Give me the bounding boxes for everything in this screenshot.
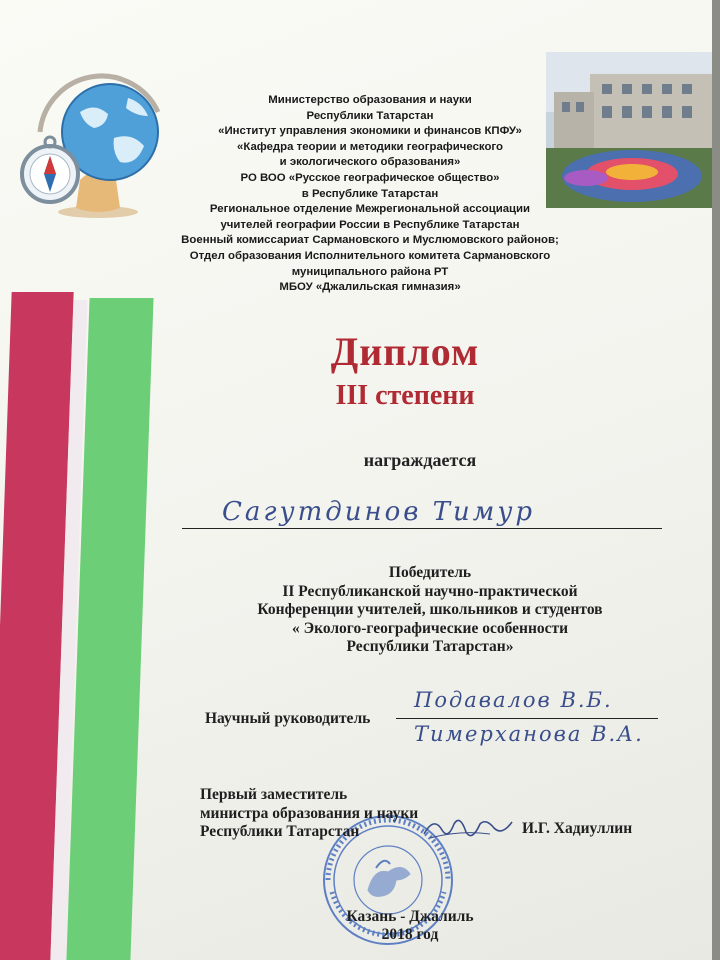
signatory-name: И.Г. Хадиуллин — [522, 820, 633, 837]
awarded-label: награждается — [363, 450, 477, 470]
header-line: Отдел образования Исполнительного комитета Сармановского — [189, 249, 551, 262]
award-line: « Эколого-географические особенности — [291, 619, 569, 637]
header-line: Военный комиссариат Сармановского и Муслюмовского районов; — [181, 234, 559, 247]
header-line: Министерство образования и науки — [268, 94, 472, 106]
recipient-name: Сагутдинов Тимур — [222, 497, 536, 527]
award-line: Республики Татарстан» — [346, 638, 514, 656]
background-edge — [712, 0, 720, 960]
signature-mark — [420, 812, 516, 842]
place-and-year — [300, 908, 520, 944]
signatory-line: Республики Татарстан — [200, 823, 360, 840]
award-line: II Республиканской научно-практической — [282, 582, 578, 600]
year: 2018 год — [381, 926, 439, 943]
globe-compass-icon — [10, 62, 170, 222]
signatory-line: министра образования и науки — [200, 804, 419, 822]
header-line: Республики Татарстан — [306, 109, 434, 122]
recipient-underline — [182, 528, 662, 529]
supervisor-name-1: Подавалов В.Б. — [414, 688, 613, 712]
signatory-title — [200, 786, 418, 842]
place: Казань - Джалиль — [346, 908, 474, 925]
header-line: учителей географии России в Республике Татарстан — [220, 218, 520, 231]
diploma-title: Диплом — [330, 329, 480, 374]
header-line: РО ВОО «Русское географическое общество» — [240, 171, 500, 184]
header-line: МБОУ «Джалильская гимназия» — [279, 281, 461, 294]
award-line: Конференции учителей, школьников и студентов — [257, 601, 603, 619]
header-line: «Кафедра теории и методики географического — [237, 140, 503, 153]
diploma-degree: III степени — [335, 380, 475, 411]
header-line: «Институт управления экономики и финансов КПФУ» — [218, 125, 522, 138]
award-line: Победитель — [388, 564, 472, 581]
header-line: муниципального района РТ — [291, 265, 449, 278]
organizers-header — [160, 93, 580, 296]
header-line: в Республике Татарстан — [301, 187, 439, 200]
signatory-line: Первый заместитель — [200, 786, 348, 803]
supervisor-label: Научный руководитель — [205, 710, 371, 727]
supervisor-underline — [396, 718, 658, 719]
supervisor-name-2: Тимерханова В.А. — [414, 722, 644, 746]
header-line: Региональное отделение Межрегиональной ассоциации — [209, 203, 531, 216]
header-line: и экологического образования» — [279, 156, 461, 169]
award-text — [230, 564, 630, 657]
